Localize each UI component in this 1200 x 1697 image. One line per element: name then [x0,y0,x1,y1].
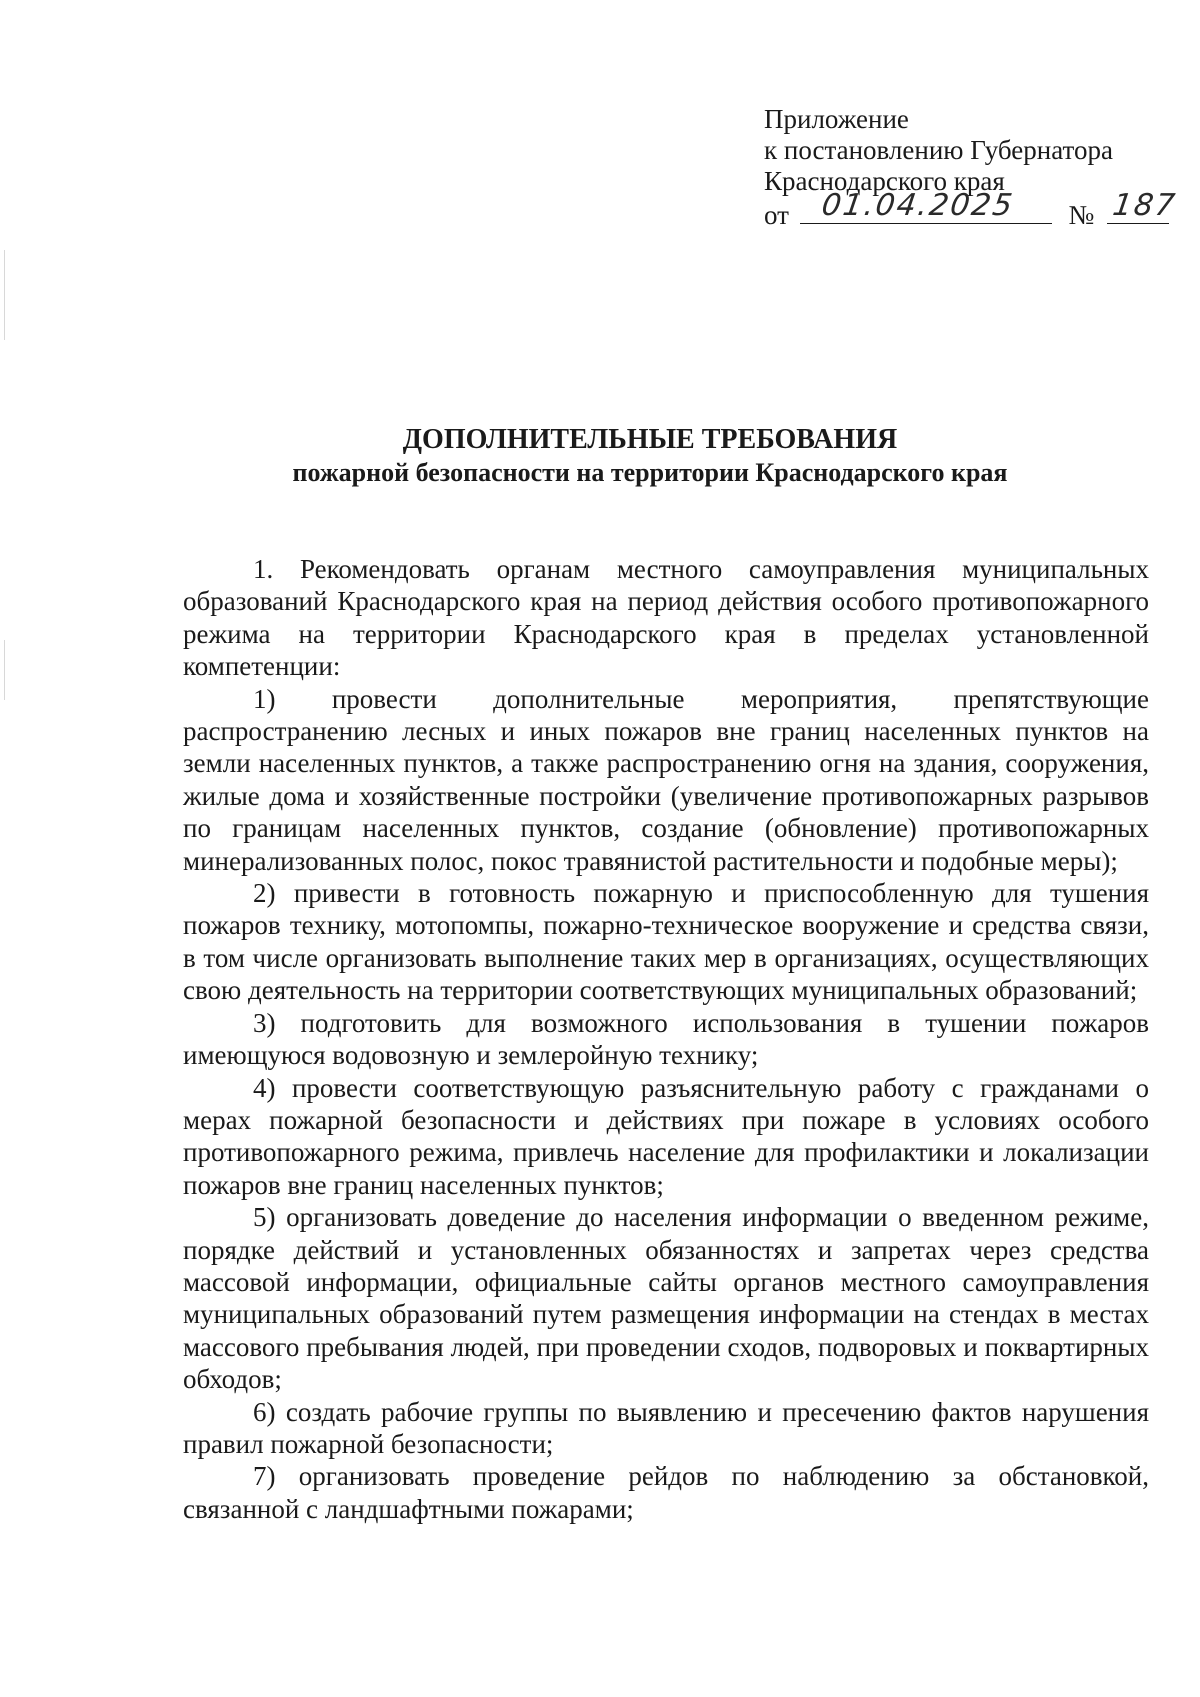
scan-edge-mark [4,640,5,700]
paragraph-1: 1. Рекомендовать органам местного самоуправления муниципальных образований Краснодарского края на период действия особого противопожарного режима на территории Краснодарского края в пределах установленной компетенции: [183,554,1149,682]
number-prefix: № [1068,200,1095,230]
document-title: ДОПОЛНИТЕЛЬНЫЕ ТРЕБОВАНИЯ [402,424,898,455]
handwritten-date: 01.04.2025 [819,188,1016,223]
appendix-line-3: Краснодарского края [764,166,1005,196]
item-5: 5) организовать доведение до населения информации о введенном режиме, порядке действий и установленных обязанностях и запретах через средства массовой информации, официальные сайты органов местного самоуправления муниципальных образований путем размещения информации на стендах в местах массового пребывания людей, при проведении сходов, подворовых и поквартирных обходов; [183,1202,1149,1395]
appendix-date-line [764,188,1179,231]
item-7: 7) организовать проведение рейдов по наблюдению за обстановкой, связанной с ландшафтными пожарами; [183,1461,1149,1524]
date-prefix: от [764,200,789,230]
item-2: 2) привести в готовность пожарную и приспособленную для тушения пожаров технику, мотопомпы, пожарно-техническое вооружение и средства связи, в том числе организовать выполнение таких мер в организациях, осуществляющих свою деятельность на территории соответствующих муниципальных образований; [183,878,1149,1006]
appendix-line-1: Приложение [764,104,909,134]
scan-edge-mark [4,250,5,340]
item-4: 4) провести соответствующую разъяснительную работу с гражданами о мерах пожарной безопасности и действиях при пожаре в условиях особого противопожарного режима, привлечь население для профилактики и локализации пожаров вне границ населенных пунктов; [183,1072,1149,1200]
item-1: 1) провести дополнительные мероприятия, препятствующие распространению лесных и иных пожаров вне границ населенных пунктов на земли населенных пунктов, а также распространению огня на здания, сооружения, жилые дома и хозяйственные постройки (увеличение противопожарных разрывов по границам населенных пунктов, создание (обновление) противопожарных минерализованных полос, покос травянистой растительности и подобные меры); [183,683,1149,876]
appendix-block [764,104,1179,231]
item-3: 3) подготовить для возможного использования в тушении пожаров имеющуюся водовозную и землеройную технику; [183,1007,1149,1071]
document-subtitle: пожарной безопасности на территории Краснодарского края [292,458,1008,487]
number-field [1107,188,1179,224]
item-6: 6) создать рабочие группы по выявлению и пресечению фактов нарушения правил пожарной безопасности; [183,1396,1149,1459]
handwritten-number: 187 [1110,188,1179,223]
document-body [183,553,1149,1525]
appendix-line-2: к постановлению Губернатора [764,135,1113,165]
date-field [800,188,1052,224]
